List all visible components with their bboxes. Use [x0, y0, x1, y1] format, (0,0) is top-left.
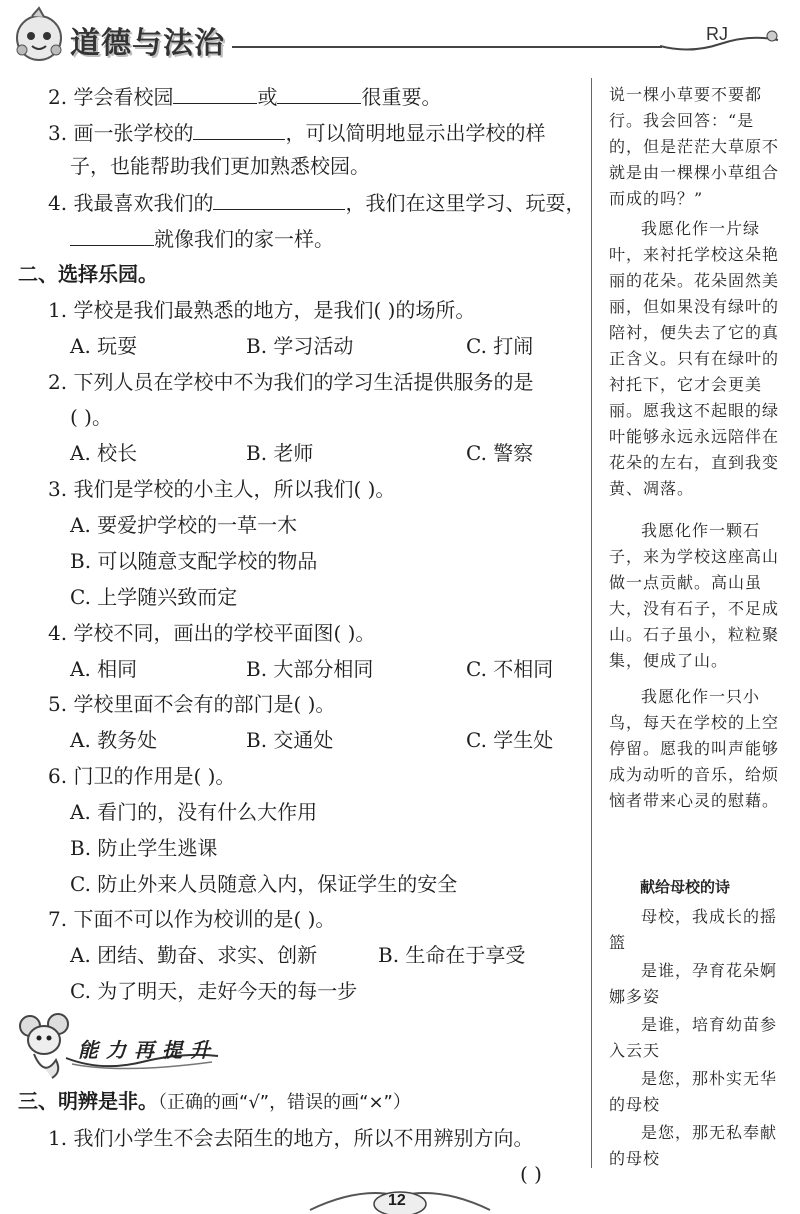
edition-label: RJ: [706, 24, 728, 44]
section-3-instruction: （正确的画“√”，错误的画“×”）: [158, 1092, 411, 1113]
option[interactable]: A. 要爱护学校的一草一木: [70, 513, 298, 537]
option[interactable]: B. 学习活动: [246, 334, 354, 358]
option[interactable]: C. 不相同: [466, 657, 554, 681]
answer-blank[interactable]: [213, 189, 345, 210]
header-rule: [232, 46, 662, 48]
option[interactable]: B. 生命在于享受: [378, 943, 526, 967]
option[interactable]: B. 防止学生逃课: [70, 836, 218, 860]
fill-question-4: 4. 我最喜欢我们的 ，我们在这里学习、玩耍，: [48, 191, 586, 215]
sidebar-paragraph: 我愿化作一颗石子，来为学校这座高山做一点贡献。高山虽大，没有石子，不足成山。石子虽小，粒粒聚集，便成了山。: [609, 521, 780, 670]
q2-stem-bracket: ( )。: [70, 405, 112, 429]
fill-question-3-cont: 子，也能帮助我们更加熟悉校园。: [70, 154, 370, 178]
subject-title: 道德与法治: [70, 26, 225, 61]
option[interactable]: A. 相同: [70, 657, 138, 681]
option[interactable]: B. 老师: [246, 441, 314, 465]
q5-stem: 5. 学校里面不会有的部门是( )。: [48, 692, 336, 716]
mascot-icon: [10, 6, 68, 64]
section-3-header: [18, 1088, 411, 1116]
answer-blank[interactable]: [193, 119, 285, 140]
option[interactable]: C. 防止外来人员随意入内，保证学生的安全: [70, 872, 458, 896]
section-3-title: 三、明辨是非。: [18, 1089, 158, 1113]
answer-blank[interactable]: [277, 83, 361, 104]
page-number: 12: [388, 1192, 406, 1209]
poem-line: 是谁，培育幼苗参入云天: [609, 1015, 778, 1060]
poem-line: 是谁，孕育花朵婀娜多姿: [609, 961, 778, 1006]
q1-stem: 1. 学校是我们最熟悉的地方，是我们( )的场所。: [48, 298, 476, 322]
q4-stem: 4. 学校不同，画出的学校平面图( )。: [48, 621, 376, 645]
s3-q1-stem: 1. 我们小学生不会去陌生的地方，所以不用辨别方向。: [48, 1126, 534, 1150]
mouse-mascot-icon: [16, 1012, 76, 1082]
option[interactable]: C. 警察: [466, 441, 534, 465]
poem-line: 是您，那朴实无华的母校: [609, 1069, 778, 1114]
section-2-title: 二、选择乐园。: [18, 262, 158, 286]
column-divider: [591, 78, 592, 1168]
option[interactable]: B. 大部分相同: [246, 657, 374, 681]
answer-blank[interactable]: [173, 83, 257, 104]
q3-stem: 3. 我们是学校的小主人，所以我们( )。: [48, 477, 396, 501]
q2-stem: 2. 下列人员在学校中不为我们的学习生活提供服务的是: [48, 370, 534, 394]
option[interactable]: C. 学生处: [466, 728, 554, 752]
sidebar-paragraph: 我愿化作一片绿叶，来衬托学校这朵艳丽的花朵。花朵固然美丽，但如果没有绿叶的陪衬，便失去了它的真正含义。只有在绿叶的衬托下，它才会更美丽。愿我这不起眼的绿叶能够永远永远陪伴在花朵的左右，直到我变黄、凋落。: [609, 219, 780, 498]
fill-question-2: 2. 学会看校园 或 很重要。: [48, 85, 442, 109]
option[interactable]: A. 团结、勤奋、求实、创新: [70, 943, 318, 967]
answer-blank[interactable]: [70, 225, 154, 246]
option[interactable]: B. 交通处: [246, 728, 334, 752]
fill-question-4-cont: 就像我们的家一样。: [70, 225, 334, 252]
poem-line: 是您，那无私奉献的母校: [609, 1123, 778, 1168]
ability-banner-text: 能力再提升: [78, 1038, 218, 1062]
option[interactable]: C. 上学随兴致而定: [70, 585, 238, 609]
sidebar-paragraph: 说一棵小草要不要都行。我会回答：“是的，但是茫茫大草原不就是由一棵棵小草组合而成的吗？”: [609, 85, 780, 208]
option[interactable]: A. 玩耍: [70, 334, 138, 358]
option[interactable]: C. 为了明天，走好今天的每一步: [70, 979, 358, 1003]
q6-stem: 6. 门卫的作用是( )。: [48, 764, 236, 788]
option[interactable]: C. 打闹: [466, 334, 534, 358]
q7-stem: 7. 下面不可以作为校训的是( )。: [48, 907, 336, 931]
poem-line: 母校，我成长的摇篮: [609, 907, 778, 952]
answer-bracket[interactable]: ( ): [520, 1162, 542, 1186]
sidebar-paragraph: 我愿化作一只小鸟，每天在学校的上空停留。愿我的叫声能够成为动听的音乐，给烦恼者带来心灵的慰藉。: [609, 687, 780, 810]
option[interactable]: A. 教务处: [70, 728, 158, 752]
option[interactable]: A. 校长: [70, 441, 138, 465]
poem-title: 献给母校的诗: [640, 878, 731, 896]
fill-question-3: 3. 画一张学校的 ，可以简明地显示出学校的样: [48, 121, 546, 145]
option[interactable]: A. 看门的，没有什么大作用: [70, 800, 318, 824]
option[interactable]: B. 可以随意支配学校的物品: [70, 549, 318, 573]
